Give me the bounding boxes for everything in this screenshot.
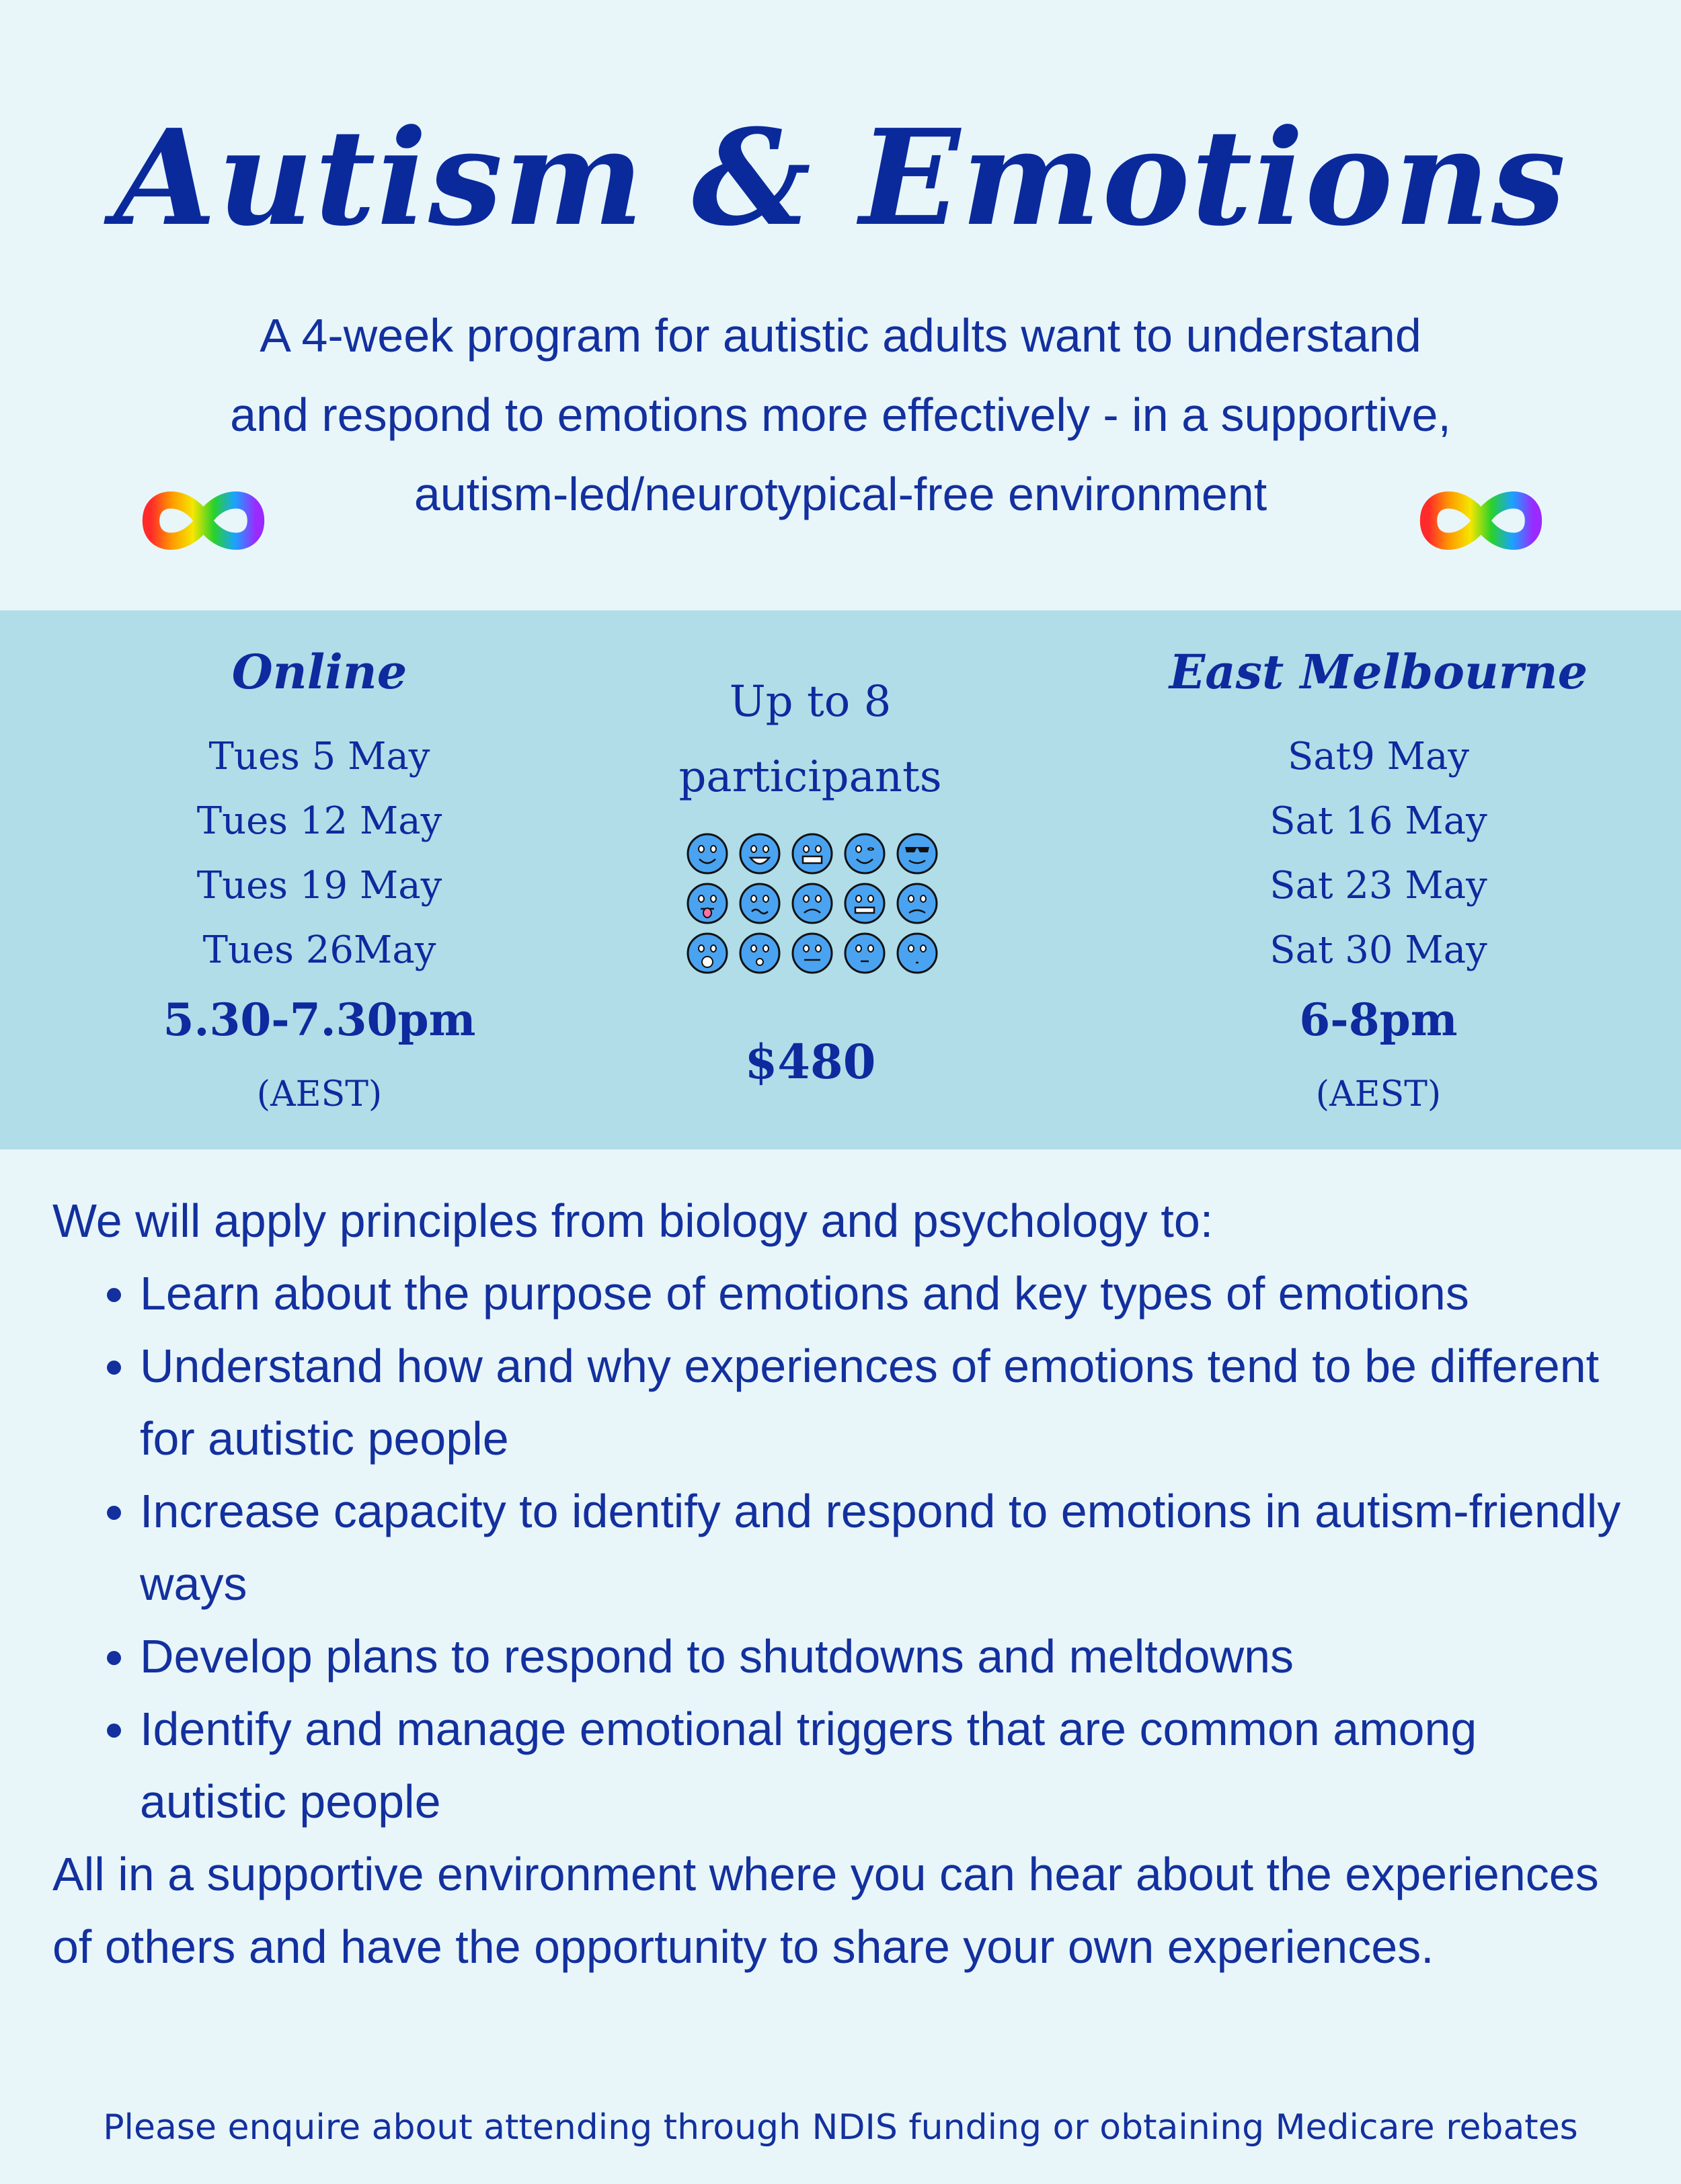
list-item: • Learn about the purpose of emotions and key types of emotions (140, 1257, 1626, 1330)
session-date: Sat 30 May (1269, 928, 1487, 972)
session-date: Tues 5 May (208, 735, 430, 778)
blank-face-icon (896, 932, 939, 975)
grin-face-icon (738, 832, 781, 875)
tongue-face-icon (686, 882, 729, 925)
online-dates (118, 725, 521, 983)
session-time: 6-8pm (1299, 994, 1458, 1046)
wink-face-icon (843, 832, 886, 875)
timezone: (AEST) (256, 1074, 383, 1115)
funding-note: Please enquire about attending through NDIS funding or obtaining Medicare rebates (103, 2107, 1578, 2148)
program-description (67, 296, 1614, 534)
session-date: Sat9 May (1287, 735, 1470, 778)
angry-face-icon (896, 882, 939, 925)
venue-online: Online (231, 644, 407, 700)
session-time: 5.30-7.30pm (163, 994, 476, 1046)
session-info-band (0, 610, 1681, 1149)
emoji-faces-grid (686, 832, 938, 975)
closing-text: All in a supportive environment where you can hear about the experiences of others and have the opportunity to share your own experiences. (52, 1848, 1599, 1973)
surprised-face-icon (738, 932, 781, 975)
price: $480 (744, 1034, 876, 1090)
east-melbourne-dates (1143, 725, 1614, 983)
list-item: • Identify and manage emotional triggers that are common among autistic people (140, 1693, 1626, 1838)
participants-line: participants (678, 752, 942, 802)
infinity-rainbow-icon (138, 479, 269, 563)
squint-face-icon (843, 882, 886, 925)
poster-title: Autism & Emotions (114, 101, 1567, 255)
teeth-face-icon (791, 832, 834, 875)
intro-text: We will apply principles from biology and psychology to: (52, 1195, 1214, 1247)
session-date: Sat 23 May (1269, 864, 1487, 907)
participant-limit (605, 664, 1015, 815)
program-content (52, 1184, 1626, 1983)
session-date: Tues 26May (202, 928, 436, 972)
sad-face-icon (791, 882, 834, 925)
list-item: • Develop plans to respond to shutdowns and meltdowns (140, 1620, 1626, 1693)
venue-east-melbourne: East Melbourne (1169, 644, 1588, 700)
smile-face-icon (686, 832, 729, 875)
session-date: Sat 16 May (1269, 799, 1487, 843)
timezone: (AEST) (1315, 1074, 1442, 1115)
list-item: • Understand how and why experiences of emotions tend to be different for autistic people (140, 1330, 1626, 1475)
participants-line: Up to 8 (729, 677, 892, 727)
neutral-face-icon (791, 932, 834, 975)
shocked-face-icon (686, 932, 729, 975)
confused-face-icon (738, 882, 781, 925)
subtitle-line: and respond to emotions more effectively - in a supportive, (230, 389, 1451, 441)
list-item: • Increase capacity to identify and respond to emotions in autism-friendly ways (140, 1475, 1626, 1620)
session-date: Tues 12 May (196, 799, 442, 843)
benefits-list (52, 1257, 1626, 1838)
unsure-face-icon (843, 932, 886, 975)
sunglasses-face-icon (896, 832, 939, 875)
subtitle-line: A 4-week program for autistic adults want to understand (260, 309, 1421, 362)
session-date: Tues 19 May (196, 864, 442, 907)
subtitle-line: autism-led/neurotypical-free environment (414, 468, 1267, 520)
infinity-rainbow-icon (1415, 479, 1547, 563)
